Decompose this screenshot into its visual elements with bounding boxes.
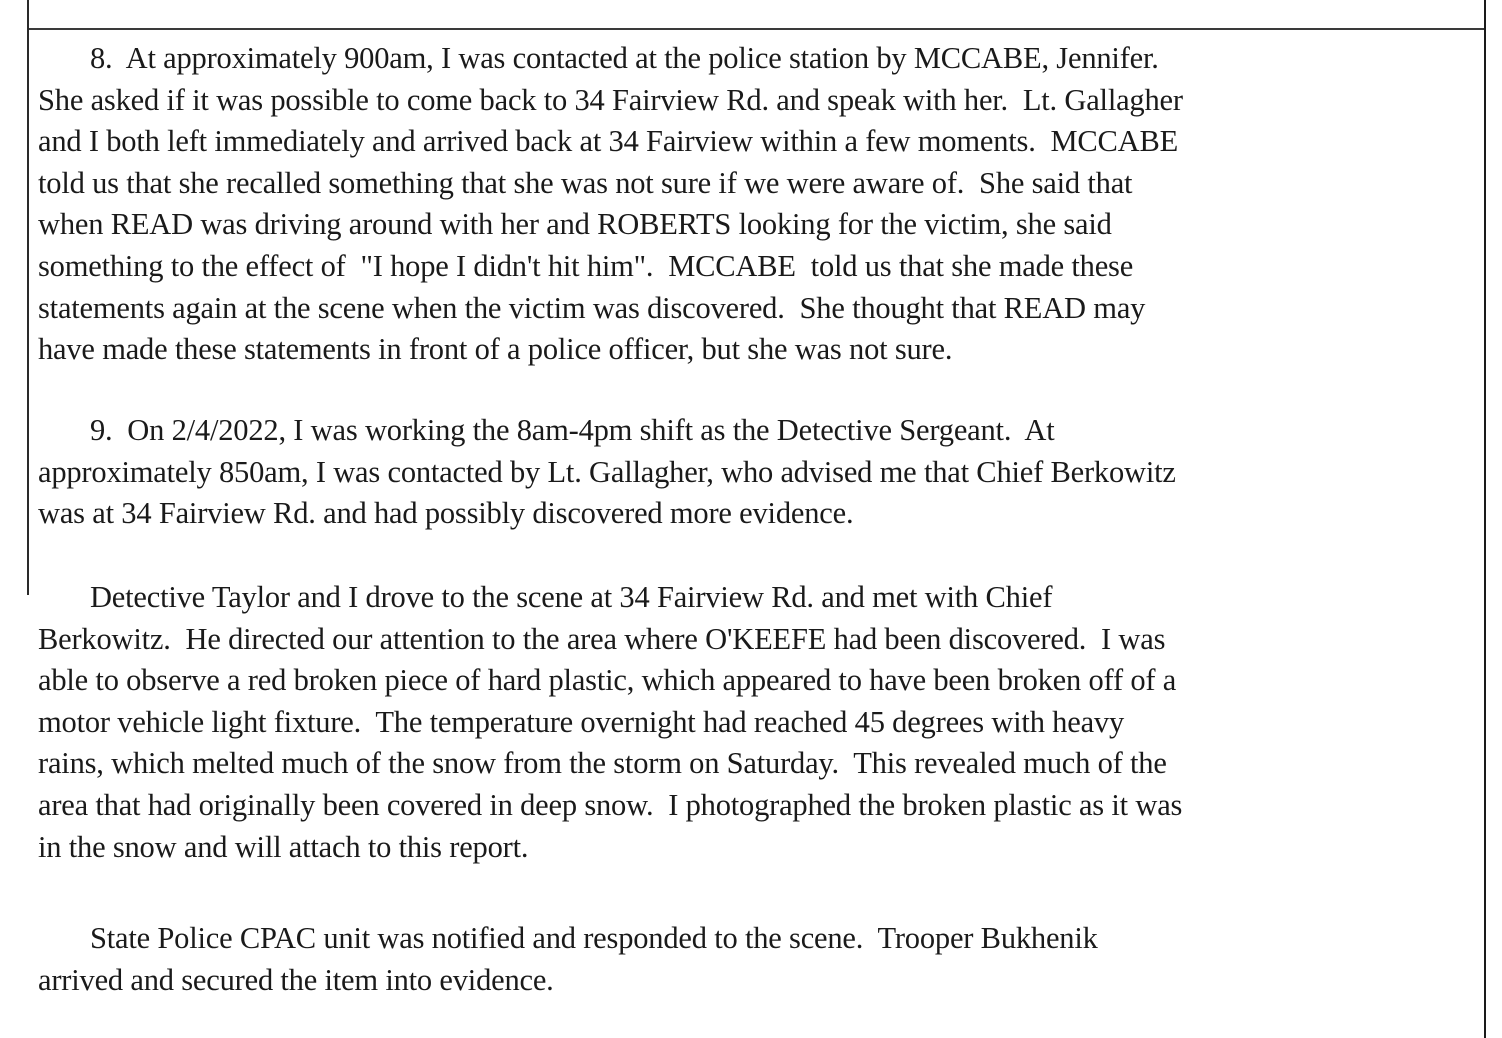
text-line: arrived and secured the item into evidence. [38, 962, 554, 997]
text-line: rains, which melted much of the snow from the storm on Saturday. This revealed much of the [38, 746, 1167, 781]
text-line: when READ was driving around with her and ROBERTS looking for the victim, she said [38, 207, 1112, 242]
text-line: approximately 850am, I was contacted by Lt. Gallagher, who advised me that Chief Berkowitz [38, 454, 1176, 489]
top-horizontal-rule [27, 28, 1486, 30]
text-line: statements again at the scene when the victim was discovered. She thought that READ may [38, 290, 1146, 325]
paragraph-8 [38, 38, 1478, 371]
text-line: able to observe a red broken piece of hard plastic, which appeared to have been broken off of a [38, 663, 1177, 698]
text-line: and I both left immediately and arrived back at 34 Fairview within a few moments. MCCABE [38, 124, 1179, 159]
left-border-line [27, 0, 29, 595]
text-line: She asked if it was possible to come back to 34 Fairview Rd. and speak with her. Lt. Gallagher [38, 82, 1183, 117]
text-line: State Police CPAC unit was notified and responded to the scene. Trooper Bukhenik [38, 921, 1098, 955]
paragraph-cpac [38, 918, 1478, 1001]
paragraph-9 [38, 410, 1478, 535]
text-line: Detective Taylor and I drove to the scene at 34 Fairview Rd. and met with Chief [38, 580, 1053, 614]
text-line: in the snow and will attach to this report. [38, 829, 529, 864]
paragraph-scene [38, 577, 1478, 868]
text-line: 9. On 2/4/2022, I was working the 8am-4pm shift as the Detective Sergeant. At [38, 413, 1055, 447]
text-line: motor vehicle light fixture. The temperature overnight had reached 45 degrees with heavy [38, 704, 1125, 739]
text-line: area that had originally been covered in deep snow. I photographed the broken plastic as it was [38, 787, 1183, 822]
text-line: told us that she recalled something that she was not sure if we were aware of. She said that [38, 165, 1133, 200]
text-line: have made these statements in front of a police officer, but she was not sure. [38, 332, 953, 367]
right-border-line [1484, 0, 1486, 1038]
text-line: Berkowitz. He directed our attention to the area where O'KEEFE had been discovered. I was [38, 621, 1166, 656]
text-line: 8. At approximately 900am, I was contacted at the police station by MCCABE, Jennifer. [38, 41, 1159, 75]
text-line: something to the effect of "I hope I didn't hit him". MCCABE told us that she made these [38, 248, 1134, 283]
text-line: was at 34 Fairview Rd. and had possibly discovered more evidence. [38, 496, 854, 531]
